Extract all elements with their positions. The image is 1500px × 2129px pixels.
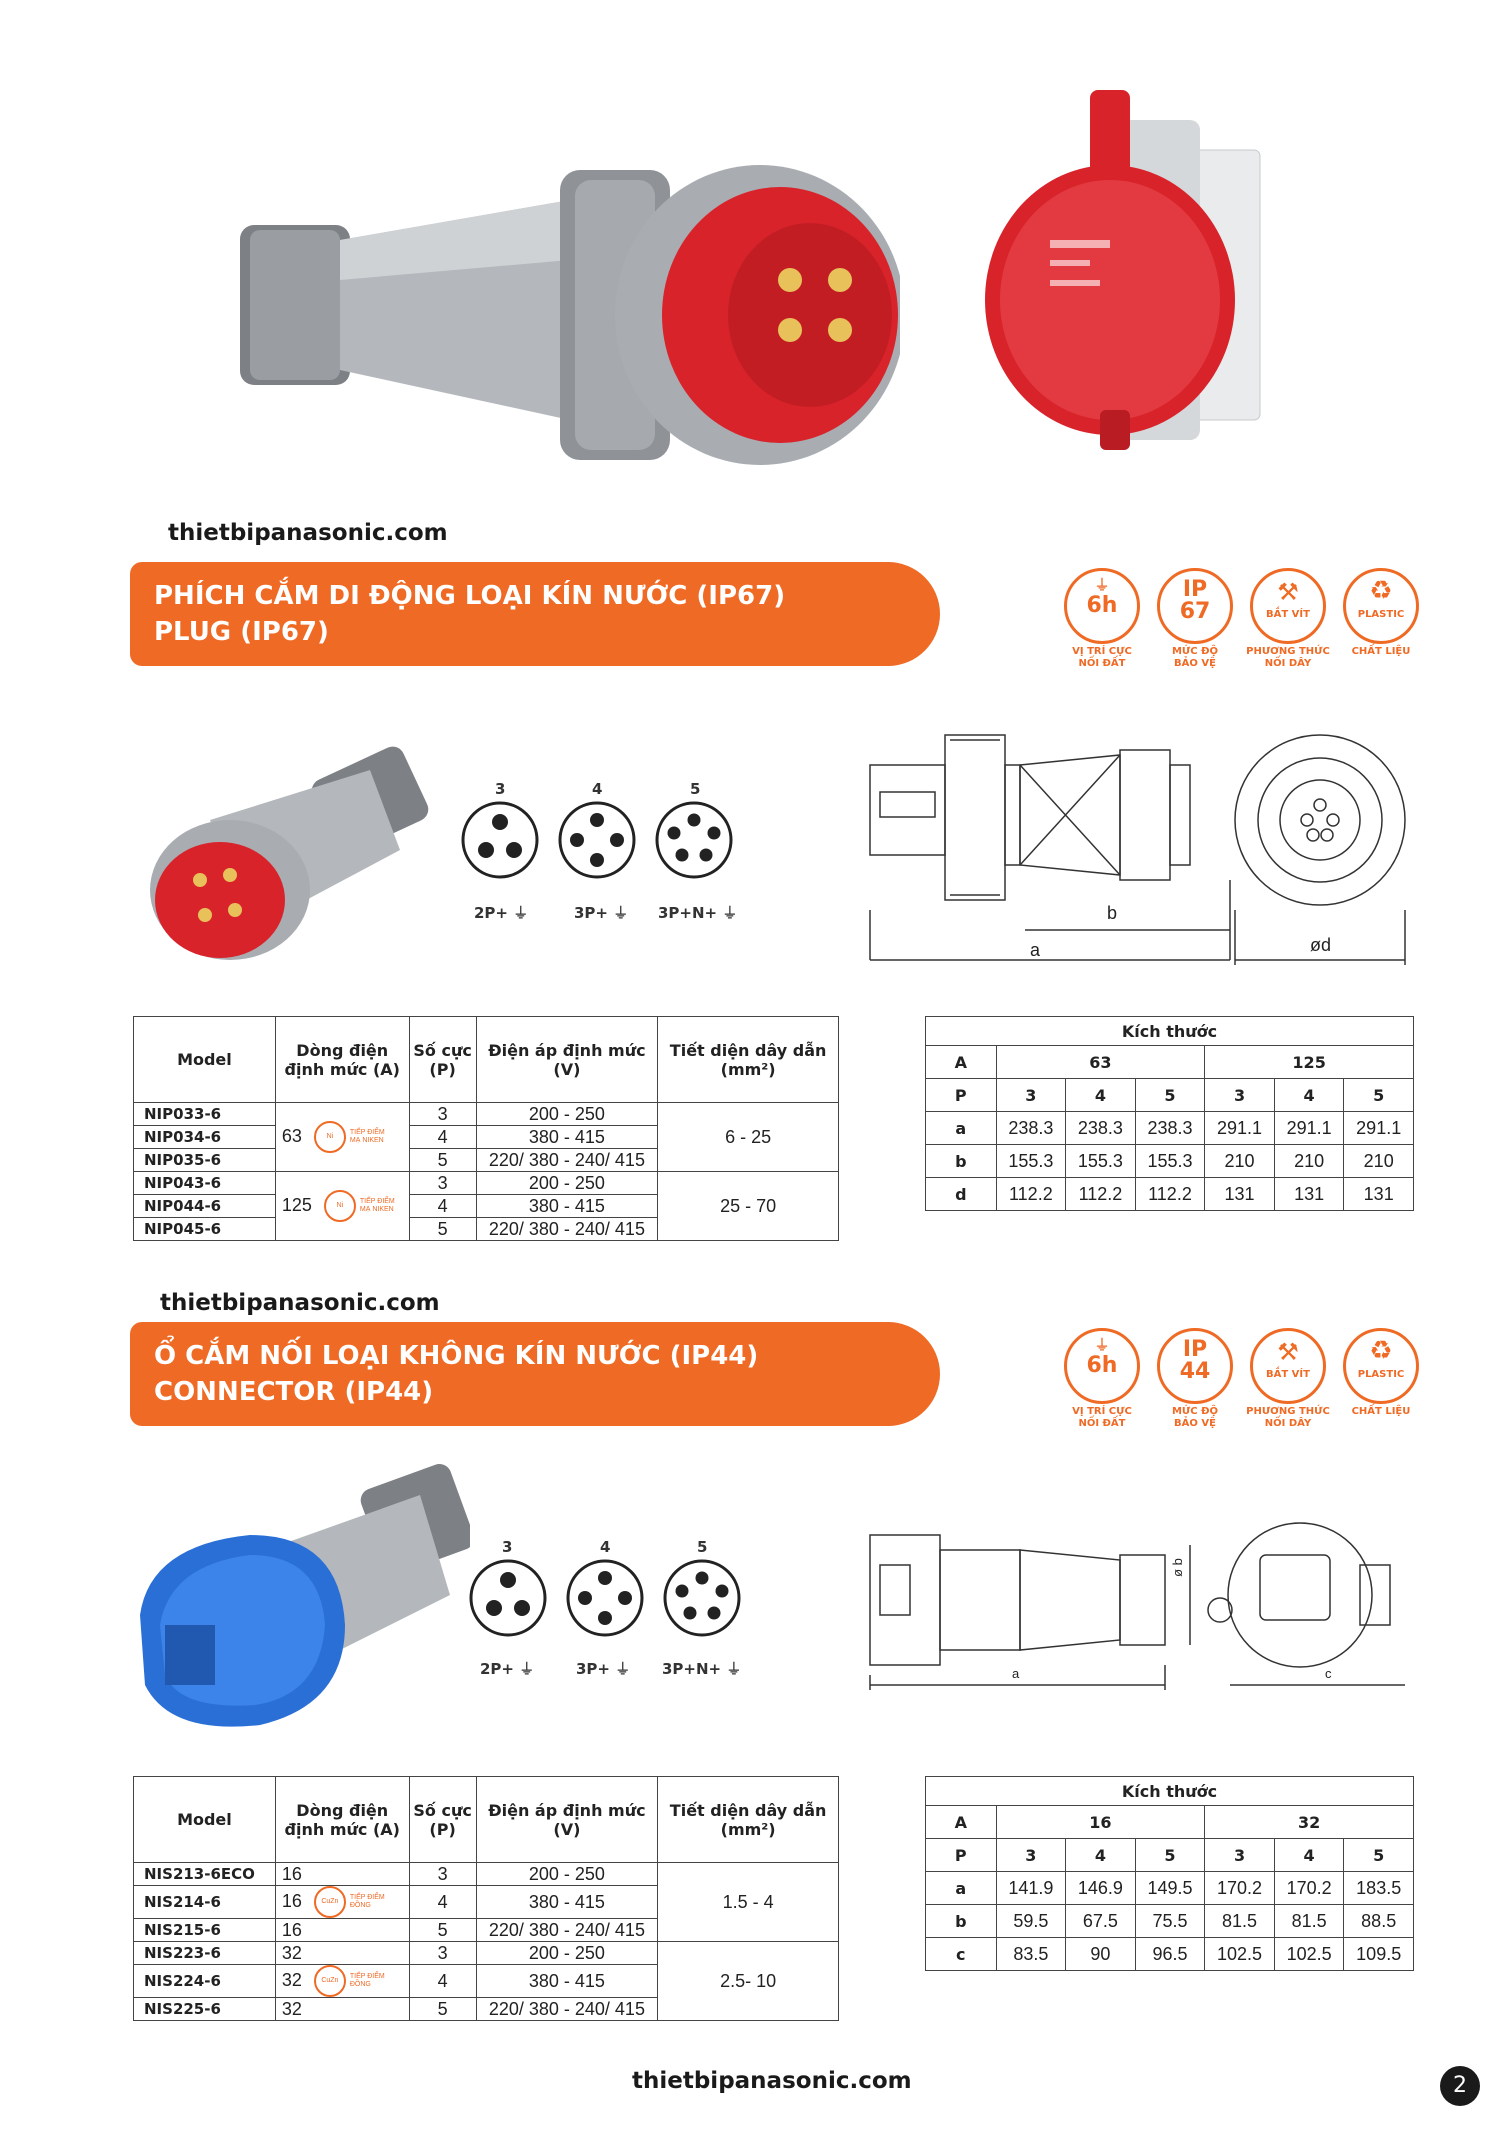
table-row: d 112.2 112.2 112.2 131 131 131 — [926, 1178, 1414, 1211]
table-row: NIS223-6 32 3 200 - 250 2.5- 10 — [134, 1942, 839, 1965]
icon-caption: CHẤT LIỆU — [1351, 646, 1411, 657]
icon-caption: PHƯƠNG THỨC NỐI DÂY — [1246, 646, 1330, 669]
pin-label-3pn: 3P+N+ ⏚ — [662, 1660, 742, 1678]
table-row: NIP045-6 5 220/ 380 - 240/ 415 — [134, 1218, 839, 1241]
pin-count-4: 4 — [600, 1538, 611, 1556]
connector-dimension-drawing — [860, 1515, 1420, 1695]
pin-label-3p: 3P+ ⏚ — [574, 904, 629, 922]
icon-caption: MỨC ĐỘ BẢO VỆ — [1171, 1406, 1218, 1429]
pin-layout-diagrams — [460, 800, 740, 880]
section2-title-vi: Ổ CẮM NỐI LOẠI KHÔNG KÍN NƯỚC (IP44) — [154, 1341, 759, 1371]
dim-label-b: ø b — [1169, 1558, 1185, 1577]
table-row: b 59.5 67.5 75.5 81.5 81.5 88.5 — [926, 1905, 1414, 1938]
table-row: a 238.3 238.3 238.3 291.1 291.1 291.1 — [926, 1112, 1414, 1145]
col-header-model: Model — [134, 1777, 276, 1863]
pin-layout-diagrams — [468, 1558, 748, 1638]
col-header-model: Model — [134, 1017, 276, 1103]
col-header-current: Dòng điện định mức (A) — [275, 1017, 409, 1103]
col-header-voltage: Điện áp định mức (V) — [476, 1017, 658, 1103]
ip-rating-icon: IP 67 — [1157, 568, 1233, 644]
section1-title-vi: PHÍCH CẮM DI ĐỘNG LOẠI KÍN NƯỚC (IP67) — [154, 581, 786, 611]
dim-label-b: b — [1107, 903, 1118, 923]
table-row: c 83.5 90 96.5 102.5 102.5 109.5 — [926, 1938, 1414, 1971]
icon-caption: MỨC ĐỘ BẢO VỆ — [1171, 646, 1218, 669]
dim-title: Kích thước — [926, 1777, 1414, 1806]
dim-title: Kích thước — [926, 1017, 1414, 1046]
icon-caption: VỊ TRÍ CỰC NỐI ĐẤT — [1072, 646, 1132, 669]
table-row: NIS225-6 32 5 220/ 380 - 240/ 415 — [134, 1998, 839, 2021]
table-row: NIS215-6 16 5 220/ 380 - 240/ 415 — [134, 1919, 839, 1942]
col-header-poles: Số cực (P) — [409, 1017, 476, 1103]
table-row: NIP034-6 4 380 - 415 — [134, 1126, 839, 1149]
website-label-1[interactable]: thietbipanasonic.com — [168, 520, 448, 546]
website-label-2[interactable]: thietbipanasonic.com — [160, 1290, 440, 1316]
col-header-poles: Số cực (P) — [409, 1777, 476, 1863]
section2-title-en: CONNECTOR (IP44) — [154, 1377, 434, 1407]
brass-contact-icon: CuZn — [314, 1886, 346, 1918]
page-number: 2 — [1440, 2066, 1480, 2106]
nickel-contact-icon: Ni — [324, 1190, 356, 1222]
connector-product-photo — [130, 1455, 470, 1745]
icon-caption: CHẤT LIỆU — [1351, 1406, 1411, 1417]
table-row: NIP035-6 5 220/ 380 - 240/ 415 — [134, 1149, 839, 1172]
earth-6h-icon: ⏚ 6h — [1064, 568, 1140, 644]
col-header-wire: Tiết diện dây dẫn (mm²) — [658, 1017, 839, 1103]
table-row: b 155.3 155.3 155.3 210 210 210 — [926, 1145, 1414, 1178]
pin-count-5: 5 — [690, 780, 701, 798]
section1-title-banner — [130, 562, 940, 666]
recycle-plastic-icon: ♻ PLASTIC — [1343, 1328, 1419, 1404]
spec-table-1 — [133, 1016, 839, 1241]
col-header-voltage: Điện áp định mức (V) — [476, 1777, 658, 1863]
pin-count-5: 5 — [697, 1538, 708, 1556]
dimension-table-1: Kích thước A 63 125 P 3 4 5 3 4 5 a 238.3 238.3 238.3 291.1 291.1 291.1 b 155.3 155.3 155.3 210 210 210 d 112.2 112.2 112.2 131 131 131 — [925, 1016, 1414, 1211]
col-header-wire: Tiết diện dây dẫn (mm²) — [658, 1777, 839, 1863]
plug-dimension-drawing — [860, 720, 1420, 970]
dim-label-d: ød — [1310, 935, 1332, 955]
footer-website[interactable]: thietbipanasonic.com — [632, 2068, 912, 2094]
pin-count-3: 3 — [502, 1538, 513, 1556]
nickel-contact-icon: Ni — [314, 1121, 346, 1153]
pin-label-2p: 2P+ ⏚ — [474, 904, 529, 922]
dim-label-c: c — [1325, 1666, 1332, 1681]
screwdriver-icon: ⚒ BẮT VÍT — [1250, 1328, 1326, 1404]
icon-caption: VỊ TRÍ CỰC NỐI ĐẤT — [1072, 1406, 1132, 1429]
pin-label-3pn: 3P+N+ ⏚ — [658, 904, 738, 922]
ip-rating-icon: IP 44 — [1157, 1328, 1233, 1404]
dimension-table-2: Kích thước A 16 32 P 3 4 5 3 4 5 a 141.9 146.9 149.5 170.2 170.2 183.5 b 59.5 67.5 75.5 81.5 81.5 88.5 c 83.5 90 96.5 102.5 102.5 109.5 — [925, 1776, 1414, 1971]
spec-table-2 — [133, 1776, 839, 2021]
pin-label-2p: 2P+ ⏚ — [480, 1660, 535, 1678]
dim-label-a: a — [1012, 1666, 1020, 1681]
earth-6h-icon: ⏚ 6h — [1064, 1328, 1140, 1404]
table-row: NIP044-6 4 380 - 415 — [134, 1195, 839, 1218]
socket-product-photo — [970, 90, 1300, 470]
dim-label-a: a — [1030, 940, 1041, 960]
section2-title-banner — [130, 1322, 940, 1426]
plug-product-photo — [220, 130, 900, 470]
brass-contact-icon: CuZn — [314, 1965, 346, 1997]
table-row: a 141.9 146.9 149.5 170.2 170.2 183.5 — [926, 1872, 1414, 1905]
col-header-current: Dòng điện định mức (A) — [275, 1777, 409, 1863]
pin-count-3: 3 — [495, 780, 506, 798]
table-row: NIP043-6 125 NiTIẾP ĐIỂM MẠ NIKEN 3 200 - 250 25 - 70 — [134, 1172, 839, 1195]
screwdriver-icon: ⚒ BẮT VÍT — [1250, 568, 1326, 644]
icon-caption: PHƯƠNG THỨC NỐI DÂY — [1246, 1406, 1330, 1429]
pin-count-4: 4 — [592, 780, 603, 798]
section1-title-en: PLUG (IP67) — [154, 617, 329, 647]
table-row: NIS224-6 32 CuZnTIẾP ĐIỂM ĐỒNG 4 380 - 415 — [134, 1965, 839, 1998]
pin-label-3p: 3P+ ⏚ — [576, 1660, 631, 1678]
table-row: NIS213-6ECO 16 3 200 - 250 1.5 - 4 — [134, 1863, 839, 1886]
table-row: NIP033-6 63 NiTIẾP ĐIỂM MẠ NIKEN 3 200 - 250 6 - 25 — [134, 1103, 839, 1126]
plug-small-photo — [120, 740, 440, 970]
table-row: NIS214-6 16 CuZnTIẾP ĐIỂM ĐỒNG 4 380 - 415 — [134, 1886, 839, 1919]
recycle-plastic-icon: ♻ PLASTIC — [1343, 568, 1419, 644]
